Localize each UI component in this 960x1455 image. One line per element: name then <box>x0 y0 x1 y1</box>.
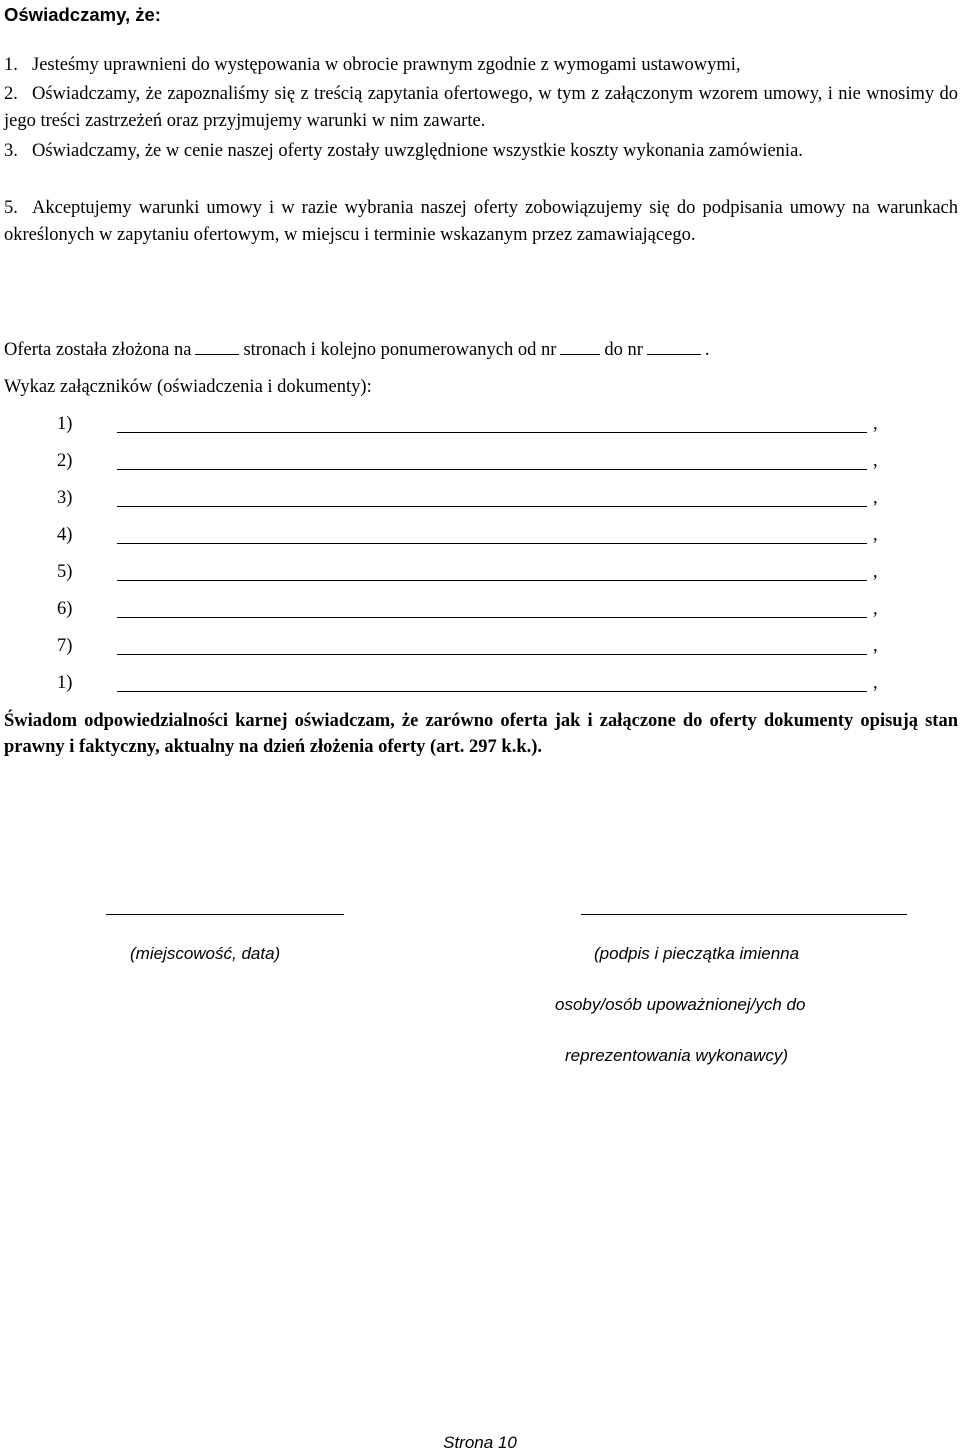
offer-line-part3: do nr <box>604 340 643 360</box>
attachment-number: 5) <box>57 562 73 582</box>
attachment-number: 7) <box>57 636 73 656</box>
attachment-number: 1) <box>57 414 73 434</box>
declaration-item <box>4 195 958 249</box>
signature-caption-line3: reprezentowania wykonawcy) <box>565 1046 788 1065</box>
attachment-row <box>57 451 897 475</box>
attachment-number: 4) <box>57 525 73 545</box>
page-to-blank[interactable] <box>647 353 701 355</box>
place-date-signature-line[interactable] <box>106 914 344 915</box>
attachment-blank-line[interactable] <box>117 617 867 618</box>
attachment-row <box>57 488 897 512</box>
declaration-number: 1. <box>4 55 18 75</box>
declaration-item <box>4 81 958 135</box>
attachment-comma: , <box>873 414 878 434</box>
attachment-row <box>57 599 897 623</box>
signature-line[interactable] <box>581 914 907 915</box>
place-date-caption: (miejscowość, data) <box>130 944 281 963</box>
attachment-blank-line[interactable] <box>117 543 867 544</box>
attachment-row <box>57 673 897 697</box>
page-heading: Oświadczamy, że: <box>4 4 161 25</box>
attachment-number: 6) <box>57 599 73 619</box>
page-from-blank[interactable] <box>560 353 600 355</box>
attachment-comma: , <box>873 673 878 693</box>
attachment-comma: , <box>873 636 878 656</box>
liability-statement: Świadom odpowiedzialności karnej oświadczam, że zarówno oferta jak i załączone do oferty dokumenty opisują stan prawny i faktyczny, aktualny na dzień złożenia oferty (art. 297 k.k.). <box>4 711 958 757</box>
declaration-item <box>4 138 958 165</box>
attachment-blank-line[interactable] <box>117 432 867 433</box>
declaration-text: Akceptujemy warunki umowy i w razie wybrania naszej oferty zobowiązujemy się do podpisania umowy na warunkach określonych w zapytaniu ofertowym, w miejscu i terminie wskazanym przez zamawiającego. <box>4 198 958 245</box>
attachment-blank-line[interactable] <box>117 469 867 470</box>
declaration-number: 3. <box>4 141 18 161</box>
offer-line-part4: . <box>704 340 710 360</box>
offer-pages-line <box>4 340 710 361</box>
attachment-row <box>57 636 897 660</box>
signature-caption-line2: osoby/osób upoważnionej/ych do <box>555 995 806 1014</box>
declaration-text: Oświadczamy, że zapoznaliśmy się z treścią zapytania ofertowego, w tym z załączonym wzorem umowy, i nie wnosimy do jego treści zastrzeżeń oraz przyjmujemy warunki w nim zawarte. <box>4 84 958 131</box>
attachment-blank-line[interactable] <box>117 654 867 655</box>
pages-count-blank[interactable] <box>195 353 239 355</box>
attachment-blank-line[interactable] <box>117 691 867 692</box>
attachment-number: 2) <box>57 451 73 471</box>
page-number-footer: Strona 10 <box>443 1433 517 1452</box>
declaration-text: Jesteśmy uprawnieni do występowania w obrocie prawnym zgodnie z wymogami ustawowymi, <box>32 55 741 75</box>
signature-caption-line1: (podpis i pieczątka imienna <box>594 944 800 963</box>
declaration-text: Oświadczamy, że w cenie naszej oferty zostały uwzględnione wszystkie koszty wykonania zamówienia. <box>32 141 803 161</box>
attachment-number: 1) <box>57 673 73 693</box>
attachment-blank-line[interactable] <box>117 580 867 581</box>
attachments-title: Wykaz załączników (oświadczenia i dokumenty): <box>4 377 372 397</box>
declaration-item <box>4 52 958 79</box>
attachment-comma: , <box>873 451 878 471</box>
attachment-number: 3) <box>57 488 73 508</box>
attachment-row <box>57 562 897 586</box>
attachment-row <box>57 525 897 549</box>
offer-line-part2: stronach i kolejno ponumerowanych od nr <box>243 340 557 360</box>
attachment-comma: , <box>873 599 878 619</box>
declaration-number: 2. <box>4 84 18 104</box>
offer-line-part1: Oferta została złożona na <box>4 340 192 360</box>
attachment-row <box>57 414 897 438</box>
attachment-comma: , <box>873 562 878 582</box>
attachment-comma: , <box>873 525 878 545</box>
attachment-blank-line[interactable] <box>117 506 867 507</box>
attachment-comma: , <box>873 488 878 508</box>
declaration-number: 5. <box>4 198 18 218</box>
